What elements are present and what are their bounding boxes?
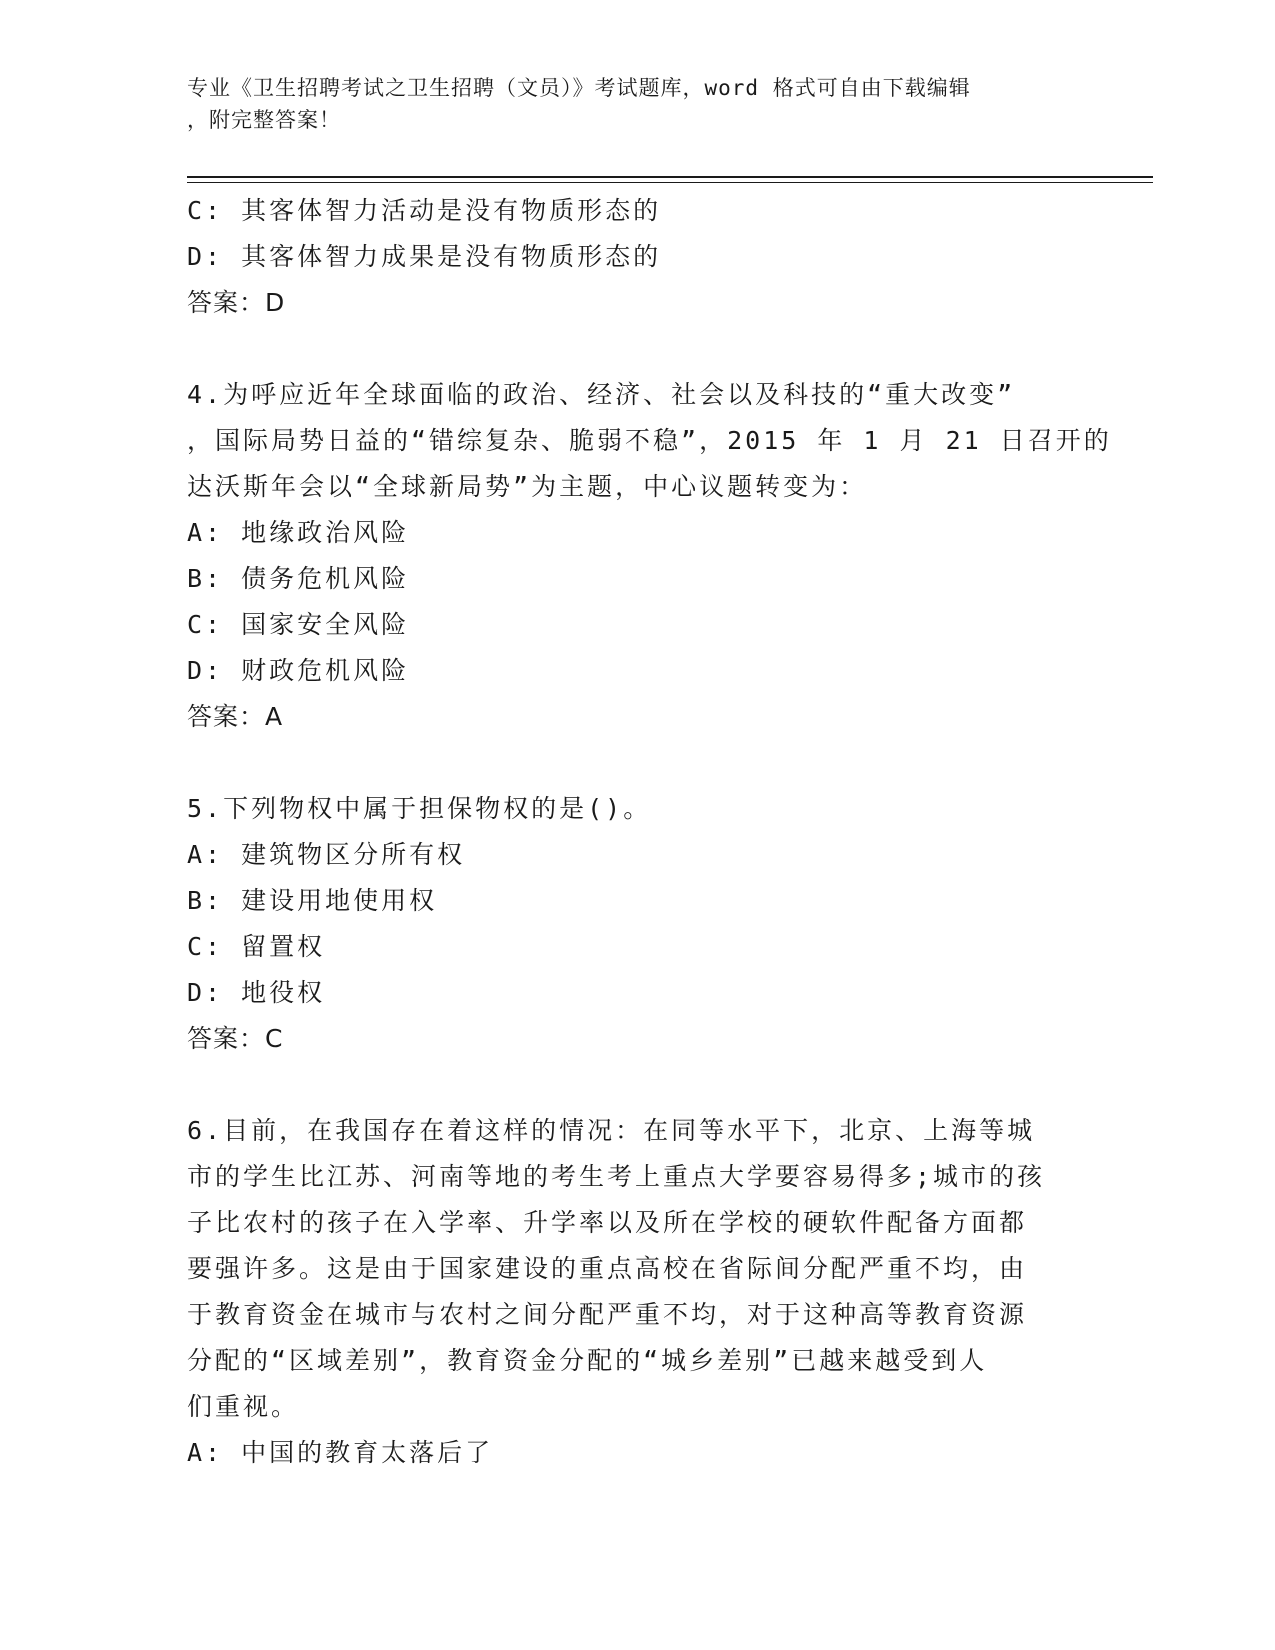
document-header: [187, 72, 1067, 136]
option-b: B: 建设用地使用权: [187, 886, 438, 915]
question-stem-line: 4.为呼应近年全球面临的政治、经济、社会以及科技的“重大改变”: [187, 380, 1016, 409]
spacer: [187, 740, 1087, 786]
answer-line: 答案：D: [187, 288, 286, 317]
header-rule-thin: [187, 182, 1153, 183]
question-3-tail: [187, 188, 1087, 326]
question-5: [187, 786, 1087, 1062]
option-b: B: 债务危机风险: [187, 564, 410, 593]
option-c: C: 留置权: [187, 932, 326, 961]
header-line-2: ，附完整答案！: [187, 108, 341, 132]
option-c: C: 其客体智力活动是没有物质形态的: [187, 196, 662, 225]
question-6: [187, 1108, 1087, 1476]
question-4: [187, 372, 1112, 740]
spacer: [187, 1062, 1087, 1108]
question-stem-line: 达沃斯年会以“全球新局势”为主题，中心议题转变为：: [187, 472, 868, 501]
option-d: D: 其客体智力成果是没有物质形态的: [187, 242, 662, 271]
header-line-1: 专业《卫生招聘考试之卫生招聘（文员）》考试题库，word 格式可自由下载编辑: [187, 76, 971, 100]
option-a: A: 建筑物区分所有权: [187, 840, 466, 869]
question-stem-line: 6.目前，在我国存在着这样的情况：在同等水平下，北京、上海等城: [187, 1116, 1036, 1145]
question-stem-line: 要强许多。这是由于国家建设的重点高校在省际间分配严重不均，由: [187, 1254, 1028, 1283]
question-stem-line: ，国际局势日益的“错综复杂、脆弱不稳”，2015 年 1 月 21 日召开的: [187, 426, 1112, 455]
question-stem-line: 子比农村的孩子在入学率、升学率以及所在学校的硬软件配备方面都: [187, 1208, 1028, 1237]
option-a: A: 地缘政治风险: [187, 518, 410, 547]
option-c: C: 国家安全风险: [187, 610, 410, 639]
question-stem-line: 分配的“区域差别”，教育资金分配的“城乡差别”已越来越受到人: [187, 1346, 988, 1375]
question-stem-line: 市的学生比江苏、河南等地的考生考上重点大学要容易得多;城市的孩: [187, 1162, 1046, 1191]
question-stem-line: 5.下列物权中属于担保物权的是()。: [187, 794, 652, 823]
question-stem-line: 们重视。: [187, 1392, 300, 1421]
answer-line: 答案：A: [187, 702, 284, 731]
option-a: A: 中国的教育太落后了: [187, 1438, 494, 1467]
spacer: [187, 326, 1087, 372]
answer-line: 答案：C: [187, 1024, 284, 1053]
option-d: D: 财政危机风险: [187, 656, 410, 685]
header-rule-thick: [187, 176, 1153, 178]
option-d: D: 地役权: [187, 978, 326, 1007]
question-list: [187, 188, 1112, 1476]
question-stem-line: 于教育资金在城市与农村之间分配严重不均，对于这种高等教育资源: [187, 1300, 1028, 1329]
